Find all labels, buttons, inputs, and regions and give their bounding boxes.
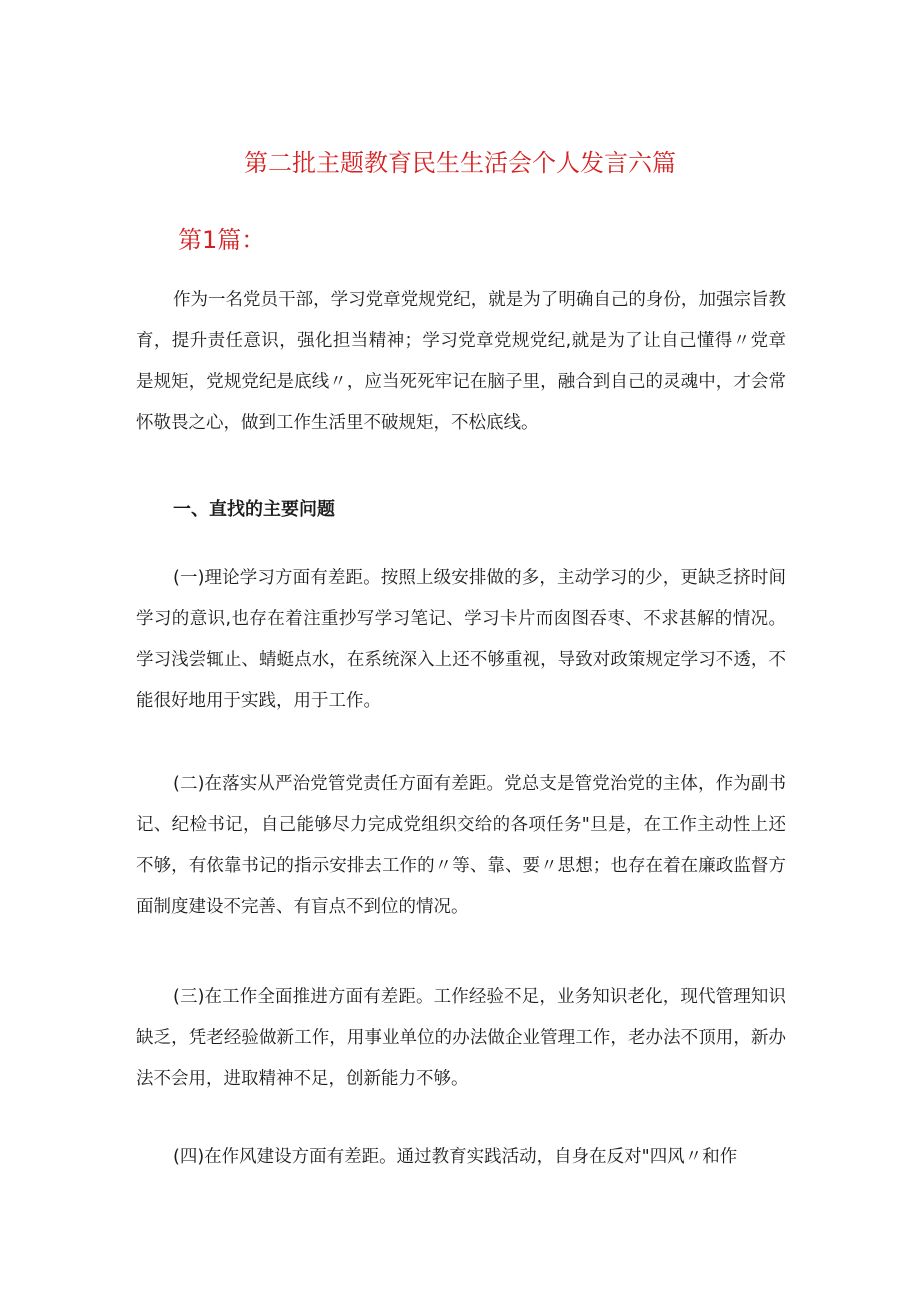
issue-paragraph-2: (二)在落实从严治党管党责任方面有差距。党总支是管党治党的主体，作为副书记、纪检书记，自己能够尽力完成党组织交给的各项任务"旦是，在工作主动性上还不够，有依靠书记的指示安排去工作的〃等、靠、要〃思想；也存在着在廉政监督方面制度建设不完善、有盲点不到位的情况。 bbox=[136, 774, 786, 917]
issue-paragraph-3: (三)在工作全面推进方面有差距。工作经验不足，业务知识老化，现代管理知识缺乏，凭老经验做新工作，用事业单位的办法做企业管理工作，老办法不顶用，新办法不会用，进取精神不足，创新能力不够。 bbox=[136, 987, 786, 1089]
chapter-heading: 第1篇： bbox=[178, 226, 266, 254]
document-title: 第二批主题教育民生生活会个人发言六篇 bbox=[244, 149, 676, 177]
intro-paragraph: 作为一名党员干部，学习党章党规党纪，就是为了明确自己的身份，加强宗旨教育，提升责任意识，强化担当精神；学习党章党规党纪,就是为了让自己懂得〃党章是规矩，党规党纪是底线〃，应当死死牢记在脑子里，融合到自己的灵魂中，才会常怀敬畏之心，做到工作生活里不破规矩，不松底线。 bbox=[136, 290, 786, 433]
issue-paragraph-1: (一)理论学习方面有差距。按照上级安排做的多，主动学习的少，更缺乏挤时间学习的意识,也存在着注重抄写学习笔记、学习卡片而囱图吞枣、不求甚解的情况。学习浅尝辄止、蜻蜓点水，在系统深入上还不够重视，导致对政策规定学习不透，不能很好地用于实践，用于工作。 bbox=[136, 568, 786, 711]
section-heading: 一、直找的主要问题 bbox=[173, 499, 335, 520]
issue-paragraph-4: (四)在作风建设方面有差距。通过教育实践活动，自身在反对"四风〃和作 bbox=[173, 1147, 738, 1167]
